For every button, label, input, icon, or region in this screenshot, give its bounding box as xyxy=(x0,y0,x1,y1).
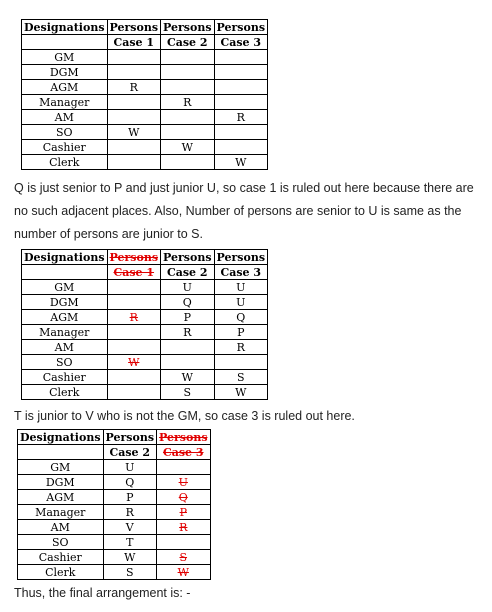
table-cell xyxy=(214,95,268,110)
table-cell xyxy=(161,110,215,125)
table-row xyxy=(18,550,211,565)
table-cell: W xyxy=(161,370,215,385)
table-cell: Clerk xyxy=(22,155,108,170)
table-cell xyxy=(214,65,268,80)
table-row xyxy=(18,520,211,535)
table-row xyxy=(22,125,268,140)
table-cell: U xyxy=(214,295,268,310)
table-row xyxy=(22,80,268,95)
table-cell-struck: Q xyxy=(157,490,211,505)
table-cell xyxy=(107,280,161,295)
table-cell: SO xyxy=(18,535,104,550)
table-cell: Clerk xyxy=(22,385,108,400)
table-cell xyxy=(107,155,161,170)
table-row xyxy=(22,295,268,310)
case-table-2 xyxy=(21,249,268,400)
table-cell xyxy=(161,155,215,170)
table-cell: W xyxy=(214,385,268,400)
table-cell: Clerk xyxy=(18,565,104,580)
table-cell: GM xyxy=(22,50,108,65)
table-cell xyxy=(214,140,268,155)
table-cell: DGM xyxy=(22,65,108,80)
header-cell: Persons xyxy=(107,20,161,35)
header-cell-struck: Case 1 xyxy=(107,265,161,280)
table-cell-struck: P xyxy=(157,505,211,520)
table-cell xyxy=(161,340,215,355)
table-row xyxy=(18,565,211,580)
table-cell: U xyxy=(214,280,268,295)
header-cell: Case 3 xyxy=(214,35,268,50)
table-cell: R xyxy=(107,80,161,95)
table-row xyxy=(22,95,268,110)
table-cell xyxy=(161,125,215,140)
table-cell: R xyxy=(161,325,215,340)
table-row xyxy=(18,475,211,490)
table-row xyxy=(18,490,211,505)
table-cell: Manager xyxy=(22,325,108,340)
table-row xyxy=(18,460,211,475)
header-cell: Designations xyxy=(22,20,108,35)
conclusion-text: Thus, the final arrangement is: - xyxy=(14,586,191,600)
case-table-1 xyxy=(21,19,268,170)
table-cell xyxy=(214,80,268,95)
table-cell xyxy=(107,385,161,400)
header-cell xyxy=(22,265,108,280)
table-cell: DGM xyxy=(18,475,104,490)
table-cell-struck: W xyxy=(157,565,211,580)
table-cell-struck: R xyxy=(157,520,211,535)
table-header-row xyxy=(18,430,211,445)
header-cell: Case 2 xyxy=(161,35,215,50)
table-cell xyxy=(214,125,268,140)
table-row xyxy=(22,110,268,125)
table-cell: AM xyxy=(22,110,108,125)
table-cell xyxy=(161,355,215,370)
table-cell xyxy=(157,535,211,550)
table-cell: GM xyxy=(22,280,108,295)
table-cell: P xyxy=(103,490,157,505)
table-cell: AGM xyxy=(22,310,108,325)
table-cell: W xyxy=(161,140,215,155)
table-row xyxy=(22,370,268,385)
table-header-row xyxy=(18,445,211,460)
table-cell: Manager xyxy=(22,95,108,110)
table-cell: DGM xyxy=(22,295,108,310)
table-cell: R xyxy=(214,340,268,355)
case-table-3 xyxy=(17,429,211,580)
table-row xyxy=(22,355,268,370)
table-cell xyxy=(107,110,161,125)
table-cell-struck: U xyxy=(157,475,211,490)
table-cell: Q xyxy=(103,475,157,490)
table-cell xyxy=(107,140,161,155)
table-cell: W xyxy=(103,550,157,565)
table-row xyxy=(22,155,268,170)
table-cell: P xyxy=(214,325,268,340)
table-row xyxy=(22,385,268,400)
table-row xyxy=(22,280,268,295)
header-cell: Case 2 xyxy=(161,265,215,280)
header-cell: Persons xyxy=(214,20,268,35)
table-cell: SO xyxy=(22,355,108,370)
table-cell: Manager xyxy=(18,505,104,520)
table-cell: Cashier xyxy=(18,550,104,565)
table-cell: W xyxy=(107,125,161,140)
table-cell: GM xyxy=(18,460,104,475)
table-cell-struck: S xyxy=(157,550,211,565)
table-cell xyxy=(107,340,161,355)
table-cell: R xyxy=(103,505,157,520)
header-cell: Case 1 xyxy=(107,35,161,50)
header-cell: Persons xyxy=(103,430,157,445)
table-row xyxy=(22,50,268,65)
header-cell: Designations xyxy=(18,430,104,445)
table-row xyxy=(22,340,268,355)
table-cell: T xyxy=(103,535,157,550)
table-cell xyxy=(107,325,161,340)
table-cell: Q xyxy=(161,295,215,310)
table-cell: S xyxy=(103,565,157,580)
table-row xyxy=(18,535,211,550)
header-cell-struck: Persons xyxy=(157,430,211,445)
table-cell xyxy=(161,80,215,95)
header-cell: Persons xyxy=(214,250,268,265)
table-cell: Q xyxy=(214,310,268,325)
header-cell: Case 3 xyxy=(214,265,268,280)
table-cell: V xyxy=(103,520,157,535)
table-cell: Cashier xyxy=(22,140,108,155)
table-cell: S xyxy=(161,385,215,400)
table-cell: R xyxy=(161,95,215,110)
header-cell xyxy=(18,445,104,460)
table-cell: S xyxy=(214,370,268,385)
header-cell: Persons xyxy=(161,20,215,35)
table-cell: U xyxy=(103,460,157,475)
explanation-paragraph-2: T is junior to V who is not the GM, so case 3 is ruled out here. xyxy=(14,409,355,423)
table-cell xyxy=(107,50,161,65)
table-cell xyxy=(161,50,215,65)
table-row xyxy=(18,505,211,520)
table-cell xyxy=(107,370,161,385)
header-cell-struck: Case 3 xyxy=(157,445,211,460)
table-cell xyxy=(157,460,211,475)
header-cell xyxy=(22,35,108,50)
table-cell: R xyxy=(214,110,268,125)
table-cell xyxy=(107,95,161,110)
table-cell-struck: W xyxy=(107,355,161,370)
table-header-row xyxy=(22,20,268,35)
header-cell: Designations xyxy=(22,250,108,265)
table-cell: AM xyxy=(22,340,108,355)
table-header-row xyxy=(22,35,268,50)
header-cell-struck: Persons xyxy=(107,250,161,265)
table-cell: U xyxy=(161,280,215,295)
table-row xyxy=(22,325,268,340)
table-cell: Cashier xyxy=(22,370,108,385)
header-cell: Persons xyxy=(161,250,215,265)
table-cell xyxy=(161,65,215,80)
explanation-paragraph-1: Q is just senior to P and just junior U, so case 1 is ruled out here because there are no such adjacent places. Also, Number of persons are senior to U is same as the number of persons are junior to S. xyxy=(14,181,474,241)
table-cell: P xyxy=(161,310,215,325)
table-cell xyxy=(214,50,268,65)
table-row xyxy=(22,140,268,155)
table-cell: AGM xyxy=(18,490,104,505)
table-cell: SO xyxy=(22,125,108,140)
table-cell xyxy=(107,295,161,310)
table-row xyxy=(22,65,268,80)
table-cell xyxy=(107,65,161,80)
table-cell: AGM xyxy=(22,80,108,95)
table-row xyxy=(22,310,268,325)
table-cell: AM xyxy=(18,520,104,535)
header-cell: Case 2 xyxy=(103,445,157,460)
table-cell: W xyxy=(214,155,268,170)
table-cell xyxy=(214,355,268,370)
table-header-row xyxy=(22,265,268,280)
table-header-row xyxy=(22,250,268,265)
table-cell-struck: R xyxy=(107,310,161,325)
